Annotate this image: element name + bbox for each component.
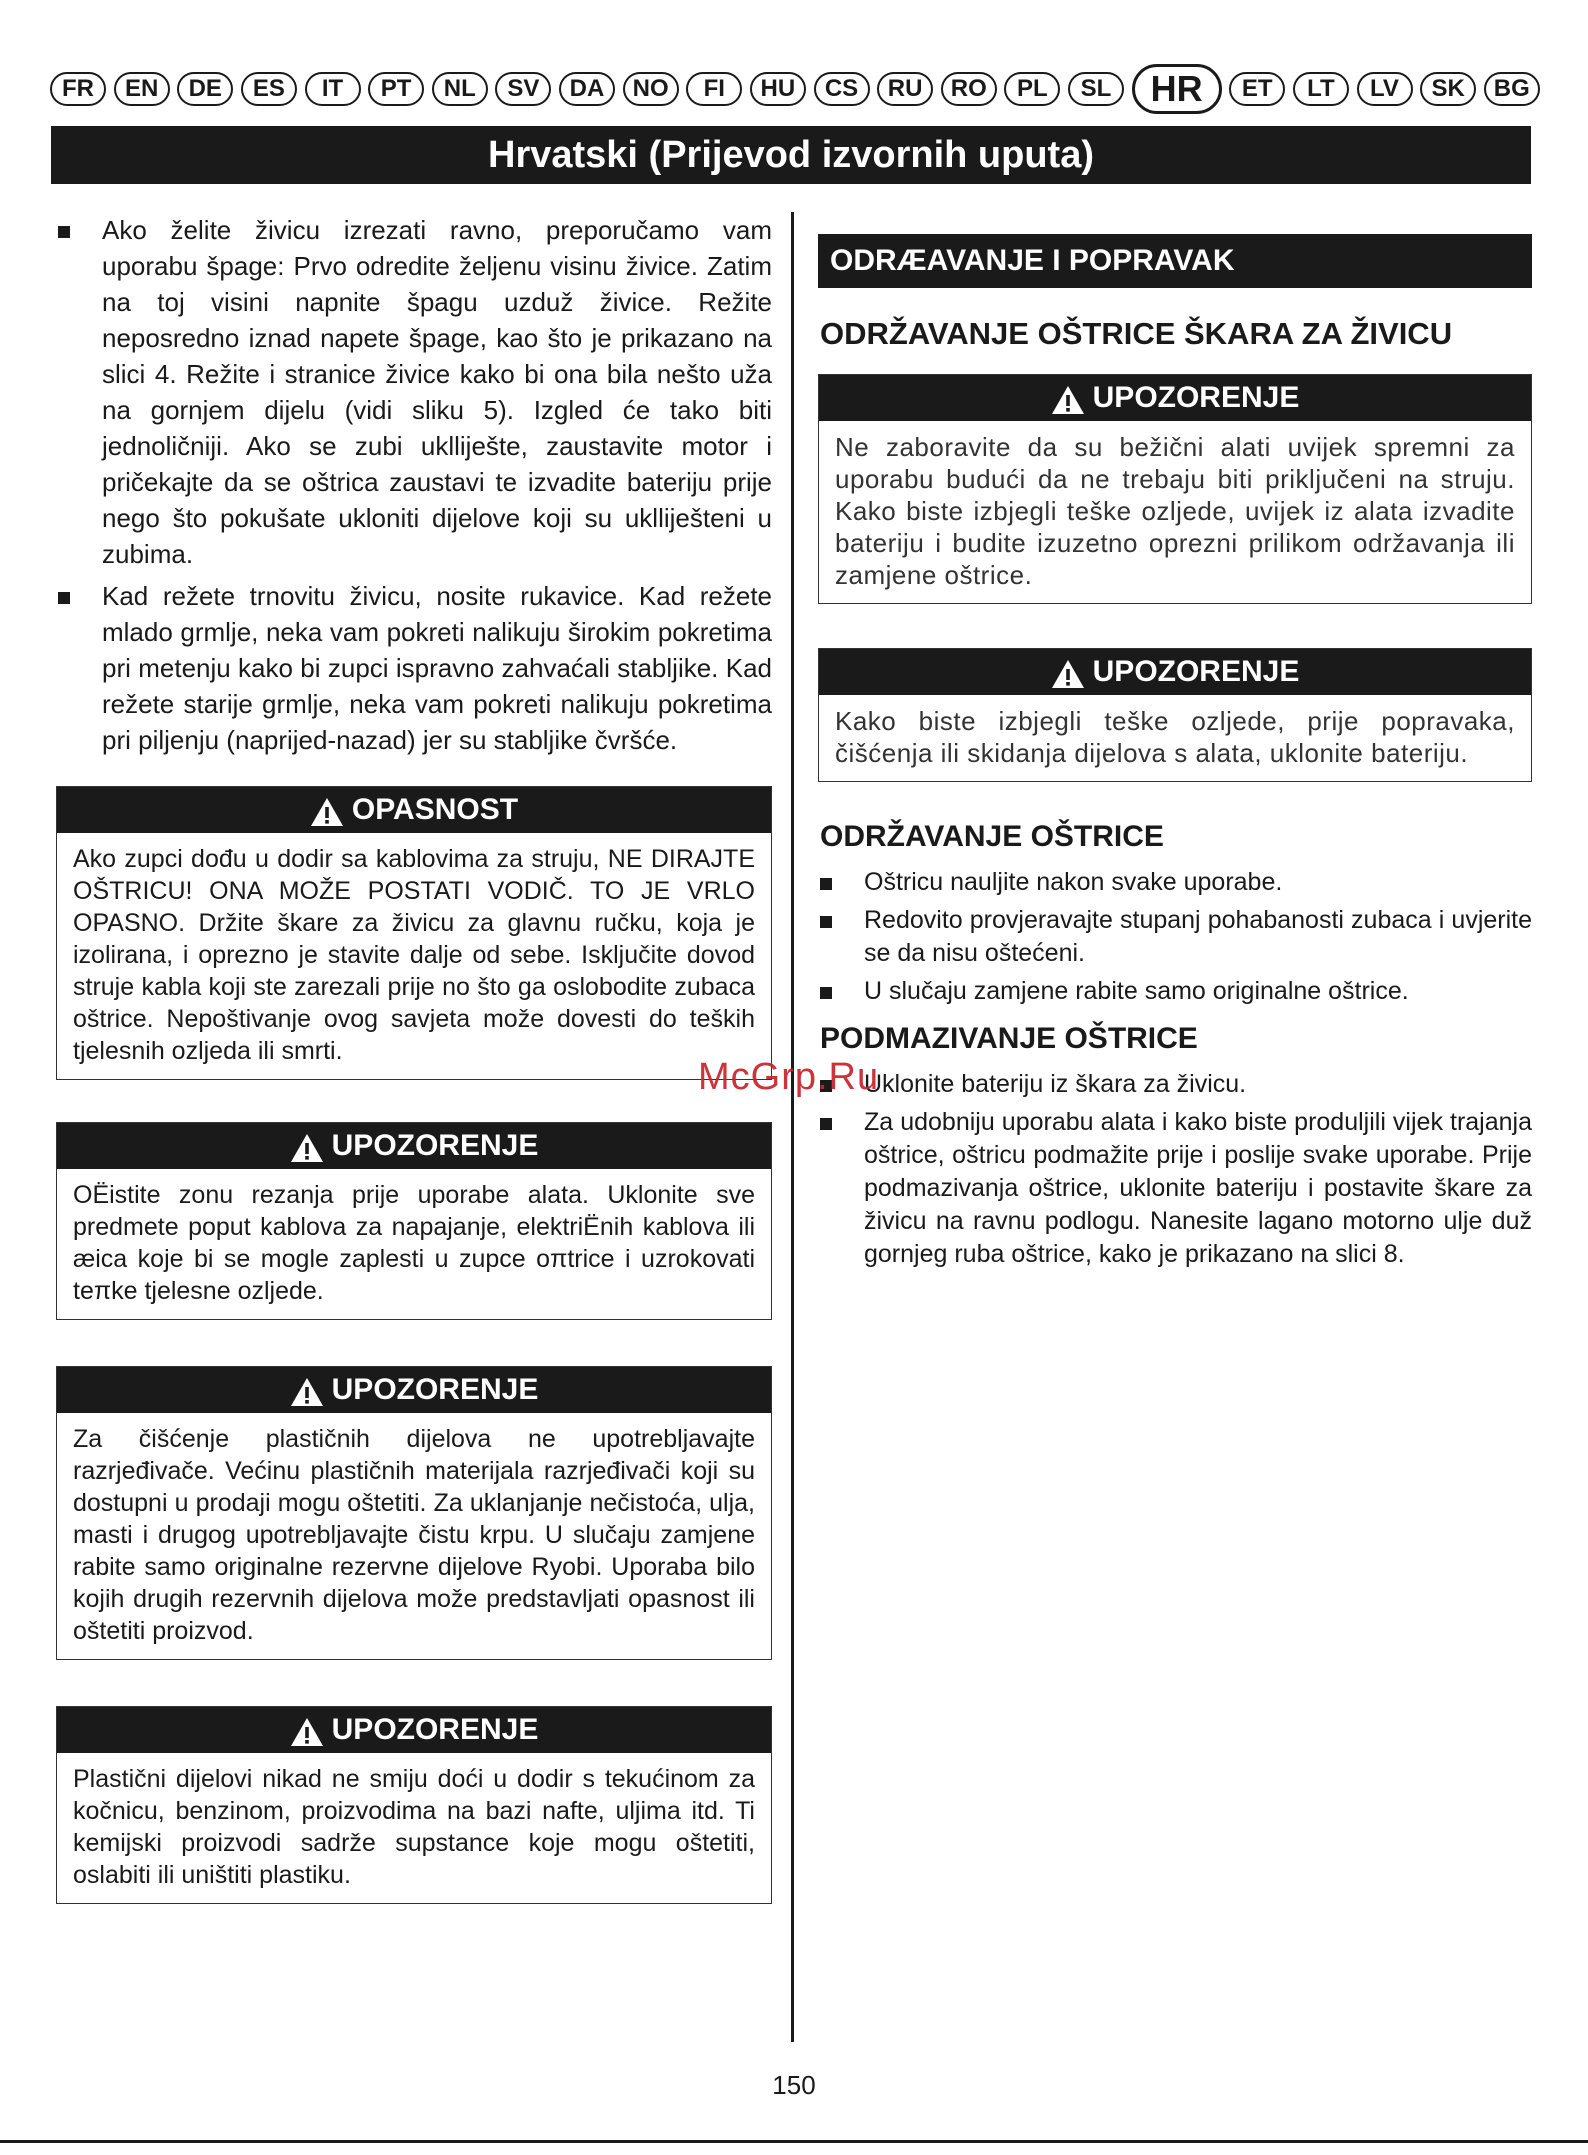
warning-header — [57, 1123, 771, 1169]
danger-text: Ako zupci dođu u dodir sa kablovima za struju, NE DIRAJTE OŠTRICU! ONA MOŽE POSTATI VODIČ. TO JE VRLO OPASNO. Držite škare za živicu za glavnu ručku, koja je izolirana, i oprezno je stavite dalje od sebe. Isključite dovod struje kabla koji ste zarezali prije no što ga oslobodite zubaca oštrice. Nepoštivanje ovog savjeta može dovesti do teških tjelesnih ozljeda ili smrti. — [73, 845, 755, 1065]
right-column — [818, 234, 1532, 1276]
lang-tab-hu[interactable]: HU — [750, 72, 806, 106]
page-title: Hrvatski (Prijevod izvornih uputa) — [51, 126, 1531, 184]
warning-triangle-icon — [310, 797, 344, 827]
warning-header-label: UPOZORENJE — [331, 1713, 539, 1746]
lang-tab-lv[interactable]: LV — [1357, 72, 1413, 106]
list-item-text: Kad režete trnovitu živicu, nosite rukavice. Kad režete mlado grmlje, neka vam pokreti nalikuju širokim pokretima pri metenju kako bi zupci ispravno zahvaćali stabljike. Kad režete starije grmlje, neka vam pokreti nalikuju pokretima pri piljenju (naprijed-nazad) jer su stabljike čvršće. — [102, 581, 772, 755]
lang-tab-et[interactable]: ET — [1229, 72, 1285, 106]
lang-tab-de[interactable]: DE — [177, 72, 233, 106]
list-item — [818, 1106, 1532, 1271]
lang-tab-nl[interactable]: NL — [432, 72, 488, 106]
section-title: ODRÆAVANJE I POPRAVAK — [818, 234, 1532, 288]
list-item-text: Redovito provjeravajte stupanj pohabanosti zubaca i uvjerite se da nisu oštećeni. — [864, 906, 1532, 967]
lang-tab-sk[interactable]: SK — [1420, 72, 1476, 106]
warning-text: Za čišćenje plastičnih dijelova ne upotrebljavajte razrjeđivače. Većinu plastičnih materijala razrjeđivači koji su dostupni u prodaji mogu oštetiti. Za uklanjanje nečistoća, ulja, masti i drugog upotrebljavajte čistu krpu. U slučaju zamjene rabite samo originalne rezervne dijelove Ryobi. Uporaba bilo kojih drugih rezervnih dijelova može predstavljati opasnost ili oštetiti proizvod. — [73, 1425, 755, 1645]
warning-text: OËistite zonu rezanja prije uporabe alata. Uklonite sve predmete poput kablova za napajanje, elektriËnih kablova ili æica koje bi se mogle zaplesti u zupce oπtrice i uzrokovati teπke tjelesne ozljede. — [73, 1181, 755, 1305]
lang-tab-pt[interactable]: PT — [368, 72, 424, 106]
lang-tab-cs[interactable]: CS — [814, 72, 870, 106]
warning-box-3 — [56, 1706, 772, 1904]
lang-tab-da[interactable]: DA — [559, 72, 615, 106]
right-warning-box-1 — [818, 374, 1532, 604]
bullet-square-icon — [820, 916, 832, 928]
lang-tab-lt[interactable]: LT — [1293, 72, 1349, 106]
lang-tab-it[interactable]: IT — [305, 72, 361, 106]
bullet-square-icon — [58, 226, 70, 238]
bullet-square-icon — [820, 1118, 832, 1130]
right-warning-box-2 — [818, 648, 1532, 782]
warning-triangle-icon — [1051, 659, 1085, 689]
lang-tab-es[interactable]: ES — [241, 72, 297, 106]
list-item — [818, 904, 1532, 970]
warning-header — [57, 1707, 771, 1753]
list-item — [56, 212, 772, 572]
list-item — [56, 578, 772, 758]
warning-header — [819, 375, 1531, 421]
lang-tab-hr-active[interactable]: HR — [1132, 64, 1222, 114]
warning-header-label: UPOZORENJE — [1092, 381, 1300, 414]
bullet-square-icon — [58, 592, 70, 604]
list-item-text: Uklonite bateriju iz škara za živicu. — [864, 1070, 1247, 1098]
warning-box-2 — [56, 1366, 772, 1660]
warning-triangle-icon — [290, 1133, 324, 1163]
warning-header-label: UPOZORENJE — [331, 1129, 539, 1162]
warning-box-1 — [56, 1122, 772, 1320]
list-item — [818, 866, 1532, 899]
language-selector — [50, 70, 1540, 108]
lang-tab-no[interactable]: NO — [623, 72, 679, 106]
watermark: McGrp.Ru — [698, 1056, 880, 1098]
warning-header — [819, 649, 1531, 695]
warning-header-label: UPOZORENJE — [1092, 655, 1300, 688]
lang-tab-sv[interactable]: SV — [495, 72, 551, 106]
page-number: 150 — [772, 2070, 816, 2100]
blade-lubrication-list — [818, 1068, 1532, 1271]
warning-text: Ne zaboravite da su bežični alati uvijek spremni za uporabu budući da ne trebaju biti priključeni na struju. Kako biste izbjegli teške ozljede, uvijek iz alata izvadite bateriju i budite izuzetno oprezni prilikom održavanja ili zamjene oštrice. — [835, 432, 1515, 590]
list-item-text: Ako želite živicu izrezati ravno, preporučamo vam uporabu špage: Prvo odredite željenu visinu živice. Zatim na toj visini napnite špagu uzduž živice. Režite neposredno iznad napete špage, kao što je prikazano na slici 4. Režite i stranice živice kako bi ona bila nešto uža na gornjem dijelu (vidi sliku 5). Izgled će tako biti jednoličniji. Ako se zubi uklliješte, zaustavite motor i pričekajte da se oštrica zaustavi te izvadite bateriju prije nego što pokušate ukloniti dijelove koji su uklliješteni u zubima. — [102, 215, 772, 569]
lang-tab-bg[interactable]: BG — [1484, 72, 1540, 106]
lang-tab-ro[interactable]: RO — [941, 72, 997, 106]
warning-text: Plastični dijelovi nikad ne smiju doći u dodir s tekućinom za kočnicu, benzinom, proizvodima na bazi nafte, uljima itd. Ti kemijski proizvodi sadrže supstance koje mogu oštetiti, oslabiti ili uništiti plastiku. — [73, 1765, 755, 1889]
lang-tab-fr[interactable]: FR — [50, 72, 106, 106]
list-item — [818, 975, 1532, 1008]
lang-tab-pl[interactable]: PL — [1004, 72, 1060, 106]
lang-tab-sl[interactable]: SL — [1068, 72, 1124, 106]
left-column — [56, 212, 772, 1904]
warning-header — [57, 1367, 771, 1413]
warning-header-label: UPOZORENJE — [331, 1373, 539, 1406]
list-item-text: Oštricu nauljite nakon svake uporabe. — [864, 868, 1283, 896]
warning-triangle-icon — [290, 1717, 324, 1747]
warning-triangle-icon — [290, 1377, 324, 1407]
blade-maintenance-list — [818, 866, 1532, 1008]
column-divider — [791, 212, 794, 2042]
list-item-text: U slučaju zamjene rabite samo originalne oštrice. — [864, 977, 1409, 1005]
subsection-heading: ODRŽAVANJE OŠTRICE — [820, 820, 1164, 853]
bullet-square-icon — [820, 987, 832, 999]
lang-tab-fi[interactable]: FI — [686, 72, 742, 106]
lang-tab-ru[interactable]: RU — [877, 72, 933, 106]
danger-header — [57, 787, 771, 833]
list-item-text: Za udobniju uporabu alata i kako biste produljili vijek trajanja oštrice, oštricu podmažite prije i poslije svake uporabe. Prije podmazivanja oštrice, uklonite bateriju i postavite škare za živicu na ravnu podlogu. Nanesite lagano motorno ulje duž gornjeg ruba oštrice, kako je prikazano na slici 8. — [864, 1108, 1532, 1268]
warning-text: Kako biste izbjegli teške ozljede, prije popravaka, čišćenja ili skidanja dijelova s alata, uklonite bateriju. — [835, 706, 1515, 768]
warning-triangle-icon — [1051, 385, 1085, 415]
subsection-heading: ODRŽAVANJE OŠTRICE ŠKARA ZA ŽIVICU — [820, 316, 1453, 351]
danger-box — [56, 786, 772, 1080]
danger-header-label: OPASNOST — [351, 793, 519, 826]
bottom-rule — [0, 2140, 1588, 2143]
lang-tab-en[interactable]: EN — [114, 72, 170, 106]
list-item — [818, 1068, 1532, 1101]
subsection-heading: PODMAZIVANJE OŠTRICE — [820, 1022, 1198, 1055]
bullet-square-icon — [820, 878, 832, 890]
left-bullet-list — [56, 212, 772, 758]
